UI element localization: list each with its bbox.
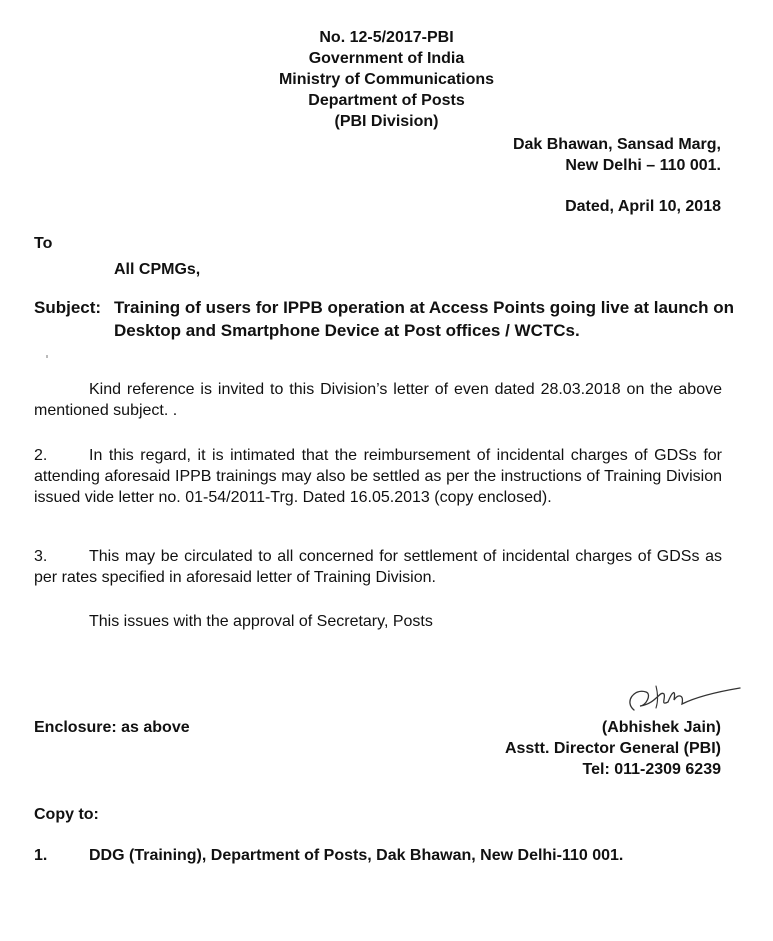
department-line: Department of Posts — [308, 92, 465, 109]
signatory-designation: Asstt. Director General (PBI) — [504, 740, 721, 757]
subject-label: Subject: — [34, 298, 102, 317]
paragraph-3 — [34, 546, 722, 588]
recipient: All CPMGs, — [114, 261, 201, 278]
copy-to-label: Copy to: — [34, 806, 99, 823]
enclosure-note: Enclosure: as above — [34, 719, 190, 736]
paragraph-2-text: In this regard, it is intimated that the reimbursement of incidental charges of GDSs for attending aforesaid IPPB trainings may also be settled as per the instructions of Training Division issued vide letter no. 01-54/2011-Trg. Dated 16.05.2013 (copy enclosed). — [34, 447, 722, 506]
paragraph-2 — [34, 445, 722, 508]
scan-speck — [46, 355, 48, 358]
government-line: Government of India — [308, 50, 465, 67]
paragraph-3-text: This may be circulated to all concerned for settlement of incidental charges of GDSs as per rates specified in aforesaid letter of Training Division. — [34, 548, 722, 586]
paragraph-3-number: 3. — [34, 548, 48, 565]
paragraph-2-number: 2. — [34, 447, 48, 464]
to-label: To — [34, 235, 53, 252]
address-line-2: New Delhi – 110 001. — [565, 157, 721, 174]
signatory-name: (Abhishek Jain) — [601, 719, 721, 736]
file-number: No. 12-5/2017-PBI — [319, 29, 454, 46]
signatory-telephone: Tel: 011-2309 6239 — [582, 761, 721, 778]
subject-text: Training of users for IPPB operation at Access Points going live at launch on Desktop and Smartphone Device at Post offices / WCTCs. — [114, 298, 734, 340]
ministry-line: Ministry of Communications — [278, 71, 495, 88]
paragraph-4: This issues with the approval of Secretary, Posts — [89, 613, 433, 630]
division-line: (PBI Division) — [334, 113, 439, 130]
address-line-1: Dak Bhawan, Sansad Marg, — [512, 136, 721, 153]
paragraph-1: Kind reference is invited to this Division’s letter of even dated 28.03.2018 on the above mentioned subject. . — [34, 381, 722, 419]
copy-to-item-number: 1. — [34, 847, 48, 864]
copy-to-item-text: DDG (Training), Department of Posts, Dak Bhawan, New Delhi-110 001. — [89, 847, 624, 864]
signature-image — [612, 680, 752, 720]
date-line: Dated, April 10, 2018 — [565, 198, 721, 215]
